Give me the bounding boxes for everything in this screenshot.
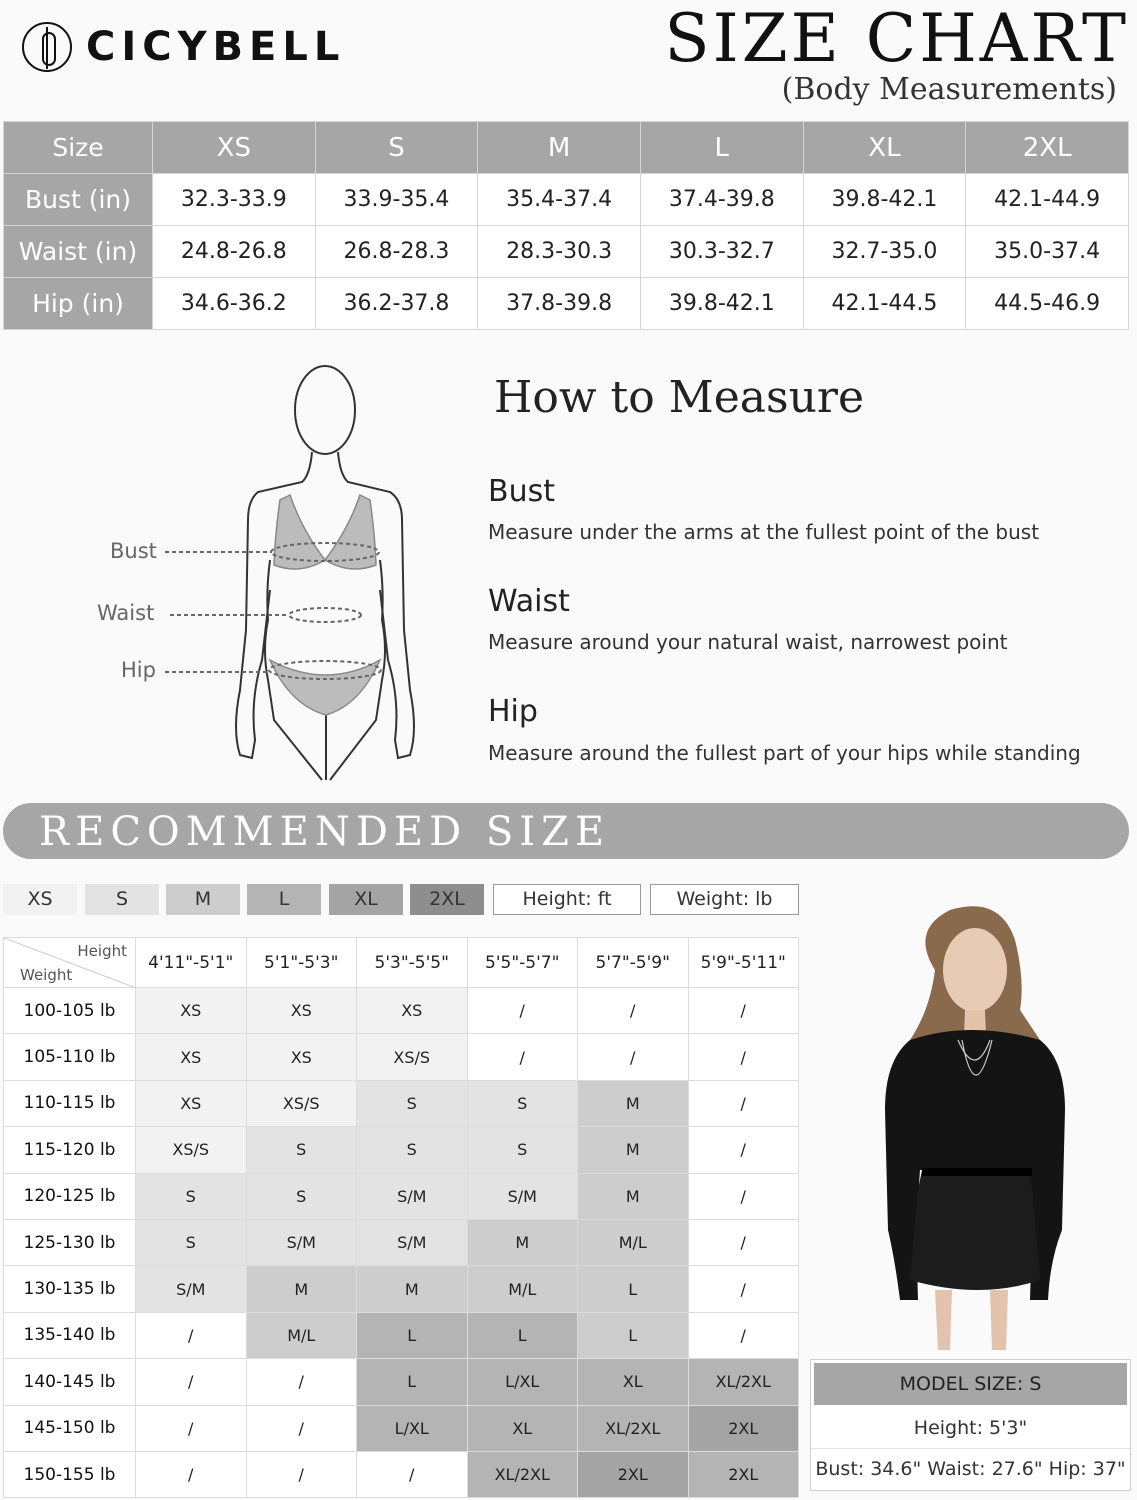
size-cell: XL/2XL bbox=[578, 1405, 689, 1451]
table-cell: 32.7-35.0 bbox=[803, 226, 966, 278]
size-cell: / bbox=[467, 988, 578, 1034]
height-unit-label: Height: ft bbox=[493, 884, 641, 915]
weight-row-label: 150-155 lb bbox=[4, 1451, 136, 1497]
model-info-card bbox=[810, 1359, 1131, 1491]
table-cell: 33.9-35.4 bbox=[315, 174, 478, 226]
size-cell: S/M bbox=[357, 1219, 468, 1265]
weight-row-label: 120-125 lb bbox=[4, 1173, 136, 1219]
weight-row-label: 125-130 lb bbox=[4, 1219, 136, 1265]
size-cell: M bbox=[578, 1080, 689, 1126]
size-cell: M bbox=[578, 1173, 689, 1219]
height-column-header: 5'1"-5'3" bbox=[246, 938, 357, 988]
size-cell: S bbox=[467, 1127, 578, 1173]
hip-heading: Hip bbox=[488, 694, 538, 729]
weight-row-label: 105-110 lb bbox=[4, 1034, 136, 1080]
size-cell: / bbox=[246, 1405, 357, 1451]
how-to-measure-title: How to Measure bbox=[494, 372, 864, 423]
size-cell: 2XL bbox=[578, 1451, 689, 1497]
height-column-header: 5'7"-5'9" bbox=[578, 938, 689, 988]
table-row bbox=[4, 1451, 799, 1497]
size-cell: / bbox=[688, 1080, 799, 1126]
recommended-banner bbox=[3, 803, 1129, 859]
size-cell: S bbox=[246, 1173, 357, 1219]
size-cell: S/M bbox=[136, 1266, 247, 1312]
table-cell: 30.3-32.7 bbox=[640, 226, 803, 278]
weight-row-label: 135-140 lb bbox=[4, 1312, 136, 1358]
table-cell: 34.6-36.2 bbox=[153, 278, 316, 330]
height-column-header: 5'9"-5'11" bbox=[688, 938, 799, 988]
legend-xs: XS bbox=[3, 884, 77, 915]
bust-instruction: Measure under the arms at the fullest point of the bust bbox=[488, 520, 1040, 544]
row-label: Waist (in) bbox=[4, 226, 153, 278]
size-col-header: L bbox=[640, 122, 803, 174]
table-row bbox=[4, 988, 799, 1034]
brand-logo-icon bbox=[22, 22, 72, 72]
table-row bbox=[4, 1405, 799, 1451]
height-column-header: 4'11"-5'1" bbox=[136, 938, 247, 988]
size-cell: S bbox=[467, 1080, 578, 1126]
table-row bbox=[4, 1312, 799, 1358]
size-cell: / bbox=[246, 1359, 357, 1405]
table-cell: 26.8-28.3 bbox=[315, 226, 478, 278]
recommended-title: RECOMMENDED SIZE bbox=[39, 809, 611, 855]
height-column-header: 5'5"-5'7" bbox=[467, 938, 578, 988]
size-cell: XS/S bbox=[357, 1034, 468, 1080]
size-cell: M/L bbox=[578, 1219, 689, 1265]
table-cell: 36.2-37.8 bbox=[315, 278, 478, 330]
size-cell: / bbox=[688, 988, 799, 1034]
size-cell: M bbox=[357, 1266, 468, 1312]
table-cell: 28.3-30.3 bbox=[478, 226, 641, 278]
table-cell: 37.4-39.8 bbox=[640, 174, 803, 226]
size-table bbox=[3, 121, 1129, 330]
size-cell: XS bbox=[136, 1080, 247, 1126]
size-cell: S bbox=[357, 1127, 468, 1173]
weight-row-label: 115-120 lb bbox=[4, 1127, 136, 1173]
model-photo-image bbox=[840, 900, 1100, 1350]
legend-xl: XL bbox=[329, 884, 403, 915]
table-row bbox=[4, 1359, 799, 1405]
height-column-header: 5'3"-5'5" bbox=[357, 938, 468, 988]
body-outline-icon bbox=[90, 360, 430, 785]
legend-2xl: 2XL bbox=[410, 884, 484, 915]
recommendation-table bbox=[3, 937, 799, 1498]
size-col-header: XL bbox=[803, 122, 966, 174]
table-cell: 44.5-46.9 bbox=[966, 278, 1129, 330]
brand-name: CICYBELL bbox=[86, 24, 346, 70]
table-row bbox=[4, 174, 1129, 226]
size-cell: / bbox=[136, 1451, 247, 1497]
table-cell: 39.8-42.1 bbox=[640, 278, 803, 330]
size-cell: XS bbox=[246, 1034, 357, 1080]
size-cell: S bbox=[136, 1219, 247, 1265]
table-cell: 42.1-44.5 bbox=[803, 278, 966, 330]
size-cell: XS bbox=[357, 988, 468, 1034]
size-cell: L/XL bbox=[467, 1359, 578, 1405]
weight-row-label: 100-105 lb bbox=[4, 988, 136, 1034]
weight-row-label: 140-145 lb bbox=[4, 1359, 136, 1405]
size-cell: M/L bbox=[467, 1266, 578, 1312]
size-cell: / bbox=[578, 988, 689, 1034]
page-subtitle: (Body Measurements) bbox=[781, 72, 1117, 107]
size-cell: 2XL bbox=[688, 1451, 799, 1497]
row-label: Hip (in) bbox=[4, 278, 153, 330]
size-cell: L bbox=[578, 1312, 689, 1358]
table-row bbox=[4, 1173, 799, 1219]
size-cell: / bbox=[688, 1219, 799, 1265]
size-cell: M/L bbox=[246, 1312, 357, 1358]
size-cell: S/M bbox=[467, 1173, 578, 1219]
waist-heading: Waist bbox=[488, 584, 570, 619]
size-cell: S bbox=[357, 1080, 468, 1126]
row-label: Bust (in) bbox=[4, 174, 153, 226]
table-cell: 32.3-33.9 bbox=[153, 174, 316, 226]
size-cell: / bbox=[357, 1451, 468, 1497]
size-cell: XS/S bbox=[136, 1127, 247, 1173]
model-measurements: Bust: 34.6" Waist: 27.6" Hip: 37" bbox=[811, 1448, 1130, 1488]
legend-l: L bbox=[247, 884, 321, 915]
size-cell: / bbox=[688, 1312, 799, 1358]
model-size-title: MODEL SIZE: S bbox=[814, 1363, 1127, 1405]
model-photo bbox=[840, 900, 1100, 1350]
weight-row-label: 110-115 lb bbox=[4, 1080, 136, 1126]
size-table-header bbox=[4, 122, 1129, 174]
table-row bbox=[4, 1127, 799, 1173]
corner-height-label: Height bbox=[77, 942, 127, 960]
size-cell: / bbox=[688, 1127, 799, 1173]
size-cell: L bbox=[467, 1312, 578, 1358]
size-cell: XS bbox=[136, 1034, 247, 1080]
size-cell: / bbox=[136, 1359, 247, 1405]
size-cell: XL bbox=[578, 1359, 689, 1405]
table-row bbox=[4, 1219, 799, 1265]
table-row bbox=[4, 1080, 799, 1126]
table-row bbox=[4, 226, 1129, 278]
size-col-header: 2XL bbox=[966, 122, 1129, 174]
size-col-header: M bbox=[478, 122, 641, 174]
size-cell: L bbox=[357, 1359, 468, 1405]
size-cell: M bbox=[467, 1219, 578, 1265]
size-cell: / bbox=[136, 1312, 247, 1358]
size-cell: S/M bbox=[357, 1173, 468, 1219]
table-cell: 35.4-37.4 bbox=[478, 174, 641, 226]
table-corner bbox=[4, 938, 136, 988]
size-cell: / bbox=[688, 1266, 799, 1312]
size-col-header: XS bbox=[153, 122, 316, 174]
table-cell: 24.8-26.8 bbox=[153, 226, 316, 278]
page-title: SIZE CHART bbox=[664, 0, 1129, 77]
size-cell: XS bbox=[246, 988, 357, 1034]
size-cell: XL/2XL bbox=[467, 1451, 578, 1497]
size-cell: / bbox=[246, 1451, 357, 1497]
bust-heading: Bust bbox=[488, 474, 555, 509]
size-cell: L bbox=[357, 1312, 468, 1358]
size-cell: XS/S bbox=[246, 1080, 357, 1126]
table-cell: 35.0-37.4 bbox=[966, 226, 1129, 278]
brand bbox=[22, 18, 345, 76]
weight-unit-label: Weight: lb bbox=[650, 884, 799, 915]
weight-row-label: 145-150 lb bbox=[4, 1405, 136, 1451]
size-cell: / bbox=[578, 1034, 689, 1080]
table-cell: 39.8-42.1 bbox=[803, 174, 966, 226]
size-col-header: S bbox=[315, 122, 478, 174]
waist-instruction: Measure around your natural waist, narrowest point bbox=[488, 630, 1008, 654]
hip-instruction: Measure around the fullest part of your hips while standing bbox=[488, 741, 1081, 765]
table-row bbox=[4, 278, 1129, 330]
size-cell: / bbox=[688, 1034, 799, 1080]
size-cell: M bbox=[578, 1127, 689, 1173]
size-cell: XS bbox=[136, 988, 247, 1034]
legend-s: S bbox=[85, 884, 159, 915]
model-height: Height: 5'3" bbox=[913, 1417, 1028, 1439]
size-cell: / bbox=[467, 1034, 578, 1080]
hip-label: Hip bbox=[121, 658, 156, 682]
corner-weight-label: Weight bbox=[20, 966, 73, 984]
waist-label: Waist bbox=[97, 601, 155, 625]
size-cell: M bbox=[246, 1266, 357, 1312]
size-col-header: Size bbox=[4, 122, 153, 174]
bust-label: Bust bbox=[110, 539, 157, 563]
table-cell: 37.8-39.8 bbox=[478, 278, 641, 330]
size-cell: S/M bbox=[246, 1219, 357, 1265]
size-cell: L/XL bbox=[357, 1405, 468, 1451]
table-row bbox=[4, 1034, 799, 1080]
size-cell: 2XL bbox=[688, 1405, 799, 1451]
height-header-row bbox=[4, 938, 799, 988]
body-figure bbox=[90, 360, 430, 785]
size-cell: / bbox=[136, 1405, 247, 1451]
size-cell: L bbox=[578, 1266, 689, 1312]
size-cell: XL/2XL bbox=[688, 1359, 799, 1405]
size-cell: / bbox=[688, 1173, 799, 1219]
size-cell: XL bbox=[467, 1405, 578, 1451]
size-cell: S bbox=[136, 1173, 247, 1219]
weight-row-label: 130-135 lb bbox=[4, 1266, 136, 1312]
table-cell: 42.1-44.9 bbox=[966, 174, 1129, 226]
size-cell: S bbox=[246, 1127, 357, 1173]
table-row bbox=[4, 1266, 799, 1312]
legend-m: M bbox=[166, 884, 240, 915]
